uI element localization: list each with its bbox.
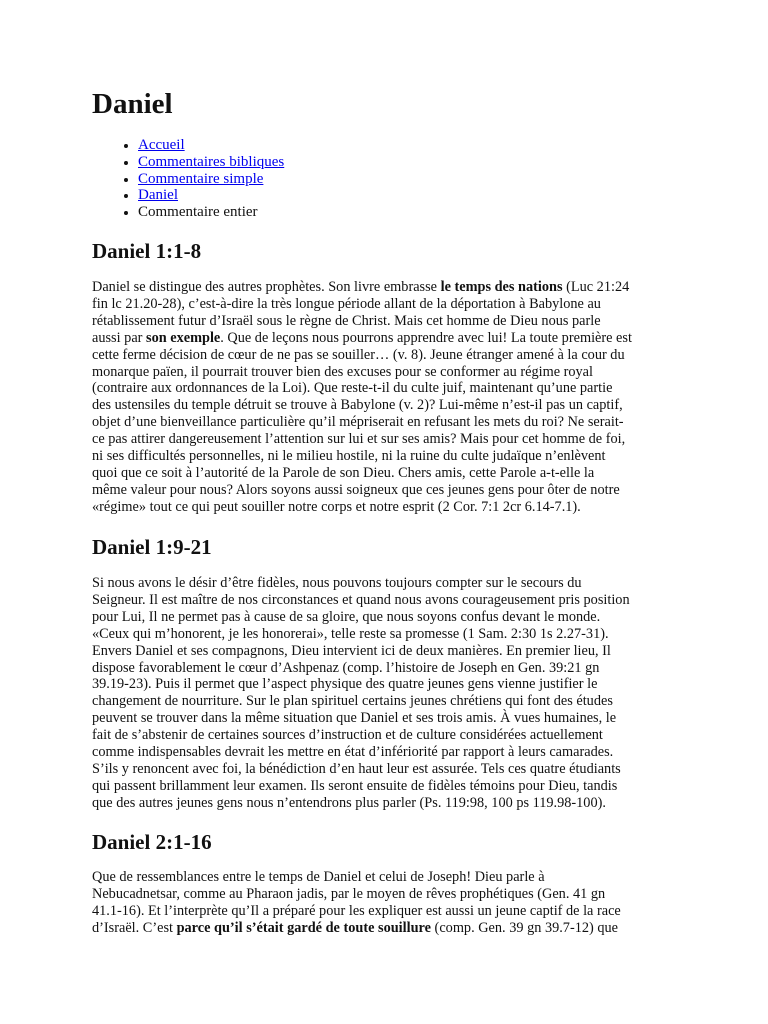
line-text: qui passent brillamment leur examen. Ils seront ensuite de fidèles témoins pour Dieu, tandis (92, 777, 618, 794)
breadcrumb-link-commentaire-simple[interactable]: Commentaire simple (138, 170, 264, 187)
line-text: . Que de leçons nous pourrons apprendre avec lui! La toute première est (220, 329, 632, 346)
paragraph-line (92, 364, 684, 381)
line-text: que des autres jeunes gens nous n’entendrons plus parler (Ps. 119:98, 100 ps 119.98-100). (92, 794, 606, 811)
paragraph-line (92, 279, 684, 296)
line-text: (Luc 21:24 (562, 279, 630, 295)
paragraph-line (92, 693, 684, 710)
paragraph-line (92, 592, 684, 609)
paragraph-line (92, 609, 684, 626)
line-text: ce pas attirer dangereusement l’attention sur lui et sur ses amis? Mais pour cet homme de foi, (92, 431, 626, 448)
section-paragraph-2 (92, 575, 684, 812)
line-text: ni ses difficultés personnelles, ni le milieu hostile, ni la ruine du culte judaïque n’enlèvent (92, 448, 606, 465)
line-text: fin lc 21.20-28), c’est-à-dire la très longue période allant de la déportation à Babylone au (92, 295, 601, 312)
paragraph-line (92, 465, 684, 482)
line-text: aussi par (92, 329, 146, 346)
section-heading-3: Daniel 2:1-16 (92, 830, 212, 854)
paragraph-line (92, 347, 684, 364)
line-text: (contraire aux ordonnances de la Loi). Que reste-t-il du culte juif, maintenant qu’une partie (92, 380, 613, 397)
line-text: peuvent se trouver dans la même situation que Daniel et ses trois amis. À vues humaines, le (92, 710, 617, 727)
paragraph-line (92, 397, 684, 414)
line-text: Seigneur. Il est maître de nos circonstances et quand nous avons courageusement pris position (92, 591, 630, 608)
paragraph-line (92, 482, 684, 499)
paragraph-line (92, 499, 684, 516)
breadcrumb-item-commentaire-simple (138, 171, 284, 188)
line-text: Envers Daniel et ses compagnons, Dieu intervient ici de deux manières. En premier lieu, Il (92, 642, 611, 659)
section-heading-2: Daniel 1:9-21 (92, 535, 212, 559)
paragraph-line (92, 886, 684, 903)
line-text: Daniel se distingue des autres prophètes. Son livre embrasse (92, 279, 441, 295)
line-text: rétablissement futur d’Israël sous le règne de Christ. Mais cet homme de Dieu nous parle (92, 312, 601, 329)
line-text: Si nous avons le désir d’être fidèles, nous pouvons toujours compter sur le secours du (92, 575, 582, 591)
line-text: des ustensiles du temple détruit se trouve à Babylone (v. 2)? Lui-même n’est-il pas un captif, (92, 397, 623, 414)
line-text: 39.19-23). Puis il permet que l’aspect physique des quatre jeunes gens vienne justifier le (92, 676, 598, 693)
line-text: objet d’une bienveillance particulière qu’il mépriserait en refusant les mets du roi? Ne serait- (92, 414, 624, 431)
paragraph-line (92, 676, 684, 693)
paragraph-line (92, 431, 684, 448)
emphasis-text: son exemple (146, 329, 221, 346)
paragraph-line (92, 330, 684, 347)
paragraph-line (92, 744, 684, 761)
line-text: Que de ressemblances entre le temps de Daniel et celui de Joseph! Dieu parle à (92, 869, 545, 885)
breadcrumb-item-commentaires-bibliques (138, 154, 284, 171)
paragraph-line (92, 313, 684, 330)
paragraph-line (92, 660, 684, 677)
line-text: S’ils y renoncent avec foi, la bénédiction d’en haut leur est assurée. Tels ces quatre étudiants (92, 760, 621, 777)
paragraph-line (92, 920, 684, 937)
line-text: quoi que ce soit à l’autorité de la Parole de son Dieu. Chers amis, cette Parole a-t-elle la (92, 464, 595, 481)
paragraph-line (92, 869, 684, 886)
line-text: fait de s’abstenir de certaines sources d’instruction et de culture considérées actuellement (92, 727, 603, 744)
paragraph-line (92, 727, 684, 744)
line-text: d’Israël. C’est (92, 919, 177, 936)
section-paragraph-1 (92, 279, 684, 516)
line-text: pour Lui, Il ne permet pas à cause de sa gloire, que nous soyons confus devant le monde. (92, 608, 601, 625)
breadcrumb-item-current: • Commentaire entier (138, 204, 284, 221)
page-title: Daniel (92, 88, 173, 120)
emphasis-text: parce qu’il s’était gardé de toute souillure (176, 919, 431, 936)
line-text: «Ceux qui m’honorent, je les honorerai», telle reste sa promesse (1 Sam. 2:30 1s 2.27-31). (92, 625, 609, 642)
line-text: cette ferme décision de cœur de ne pas se souiller… (v. 8). Jeune étranger amené à la cour du (92, 346, 625, 363)
paragraph-line (92, 380, 684, 397)
line-text: changement de nourriture. Sur le plan spirituel certains jeunes chrétiens qui font des études (92, 693, 613, 710)
breadcrumb-link-accueil[interactable]: Accueil (138, 137, 185, 153)
line-text: monarque païen, il pourrait trouver bien des excuses pour se conformer au régime royal (92, 363, 594, 380)
paragraph-line (92, 761, 684, 778)
paragraph-line (92, 710, 684, 727)
paragraph-line (92, 778, 684, 795)
line-text: dispose favorablement le cœur d’Ashpenaz (comp. l’histoire de Joseph en Gen. 39:21 gn (92, 659, 600, 676)
breadcrumb-link-daniel[interactable]: Daniel (138, 187, 178, 204)
line-text: comme indispensables devrait les mettre en état d’infériorité par rapport à leurs camarades. (92, 744, 614, 761)
line-text: Nebucadnetsar, comme au Pharaon jadis, par le moyen de rêves prophétiques (Gen. 41 gn (92, 885, 606, 902)
paragraph-line (92, 626, 684, 643)
section-heading-1: Daniel 1:1-8 (92, 239, 202, 263)
paragraph-line (92, 903, 684, 920)
line-text: même valeur pour nous? Alors soyons aussi soigneux que ces jeunes gens pour ôter de notre (92, 481, 620, 498)
emphasis-text: le temps des nations (440, 279, 563, 295)
line-text: «régime» tout ce qui peut souiller notre corps et notre esprit (2 Cor. 7:1 2cr 6.14-7.1). (92, 498, 581, 515)
section-paragraph-3 (92, 869, 684, 937)
paragraph-line (92, 795, 684, 812)
paragraph-line (92, 414, 684, 431)
paragraph-line (92, 643, 684, 660)
line-text: 41.1-16). Et l’interprète qu’Il a préparé pour les expliquer est aussi un jeune captif de la race (92, 902, 621, 919)
line-text: (comp. Gen. 39 gn 39.7-12) que (430, 919, 618, 936)
breadcrumb (92, 137, 284, 221)
paragraph-line (92, 448, 684, 465)
breadcrumb-item-home (138, 137, 284, 154)
breadcrumb-item-daniel (138, 187, 284, 204)
breadcrumb-link-commentaires-bibliques[interactable]: Commentaires bibliques (138, 153, 285, 170)
paragraph-line (92, 575, 684, 592)
paragraph-line (92, 296, 684, 313)
